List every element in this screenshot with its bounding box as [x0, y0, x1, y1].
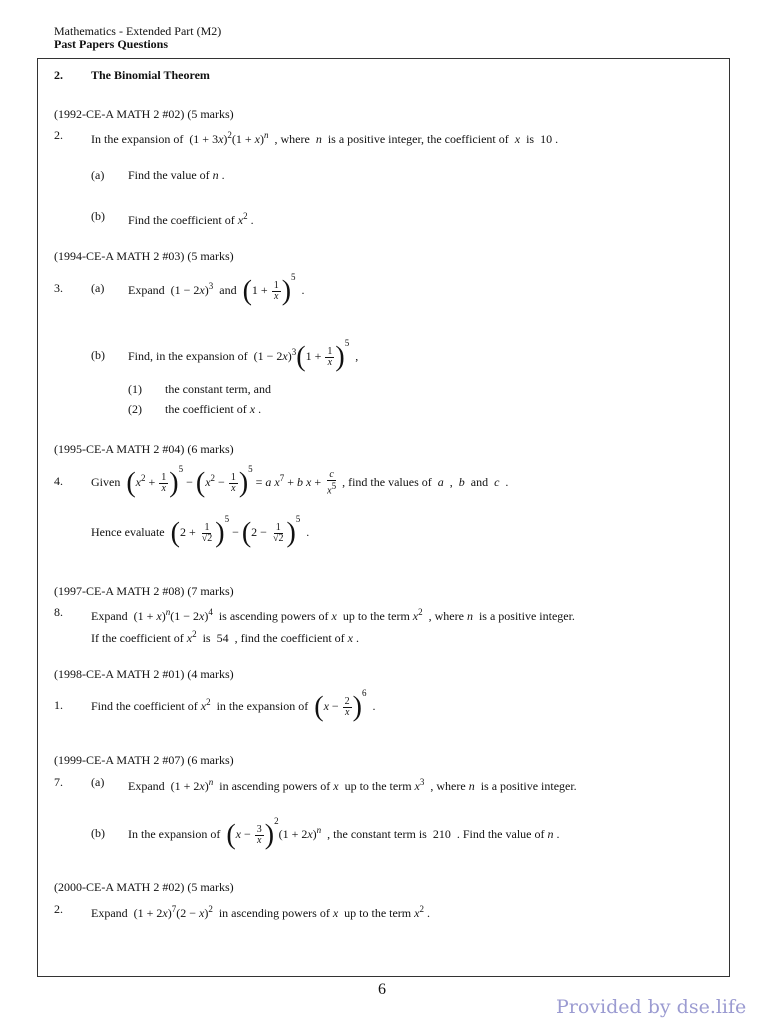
part-label: (b)	[91, 348, 105, 362]
question-stem: Find the coefficient of $x^2$ in the expansion of (x − $\frac{2}{x}$ )$^6$ .	[91, 688, 376, 723]
line-text: is	[202, 631, 211, 645]
stem-text: in ascending powers of	[218, 906, 330, 920]
question-stem: Given ($x^2$ + $\frac{1}{x}$ )$^5 - (x^2$ − $\frac{1}{x}$ )$^5$ = a $x^7 + b$ x + $\frac{c}{x^5}$ , find the values of a , b and c .	[91, 464, 509, 499]
stem-tail: , find the values of	[342, 475, 432, 489]
stem-text: In the expansion of	[91, 132, 184, 146]
stem-text: in the expansion of	[216, 699, 309, 713]
stem-text: Expand	[91, 906, 128, 920]
hence-text: Hence evaluate	[91, 525, 165, 539]
stem-value: 10	[540, 132, 553, 146]
part-text-seg: is a positive integer.	[480, 779, 577, 793]
line-text: Expand	[91, 609, 128, 623]
part-label: (a)	[91, 775, 105, 789]
part-text-seg: , the constant term is	[327, 827, 427, 841]
stem-text: is	[526, 132, 535, 146]
line-text: is ascending powers of	[218, 609, 329, 623]
part-label: (b)	[91, 209, 105, 223]
part-text: Find the value of n .	[128, 168, 225, 182]
line-text: is a positive integer.	[478, 609, 575, 623]
part-text: Find, in the expansion of $(1 - 2x)^3(1$ + $\frac{1}{x}$ )$^5$ ,	[128, 338, 359, 373]
subpart-text: the constant term, and	[165, 382, 271, 396]
page-number: 6	[378, 981, 386, 998]
subpart-text: the coefficient of x .	[165, 402, 262, 416]
part-text-expand: Expand	[128, 283, 165, 297]
part-text: Find the coefficient of $x^2$ .	[128, 211, 254, 227]
watermark-link[interactable]: Provided by dse.life	[556, 996, 747, 1018]
question-number: 2.	[54, 902, 63, 916]
line-text: If the coefficient of	[91, 631, 184, 645]
question-number: 4.	[54, 474, 63, 488]
part-b-text: Find the coefficient of	[128, 213, 235, 227]
question-source: (1992-CE-A MATH 2 #02) (5 marks)	[54, 107, 234, 121]
question-source: (1999-CE-A MATH 2 #07) (6 marks)	[54, 753, 234, 767]
line-text: up to the term	[342, 609, 410, 623]
subpart-label: (1)	[128, 382, 142, 396]
past-papers-subtitle: Past Papers Questions	[54, 37, 168, 51]
question-number: 3.	[54, 281, 63, 295]
subpart-label: (2)	[128, 402, 142, 416]
course-header: Mathematics - Extended Part (M2)	[54, 24, 222, 38]
question-line-2: If the coefficient of $x^2$ is 54 , find the coefficient of x .	[91, 629, 359, 645]
subpart-2-text: the coefficient of	[165, 402, 247, 416]
section-title: The Binomial Theorem	[91, 68, 210, 82]
part-label: (a)	[91, 168, 105, 182]
line-value: 54	[216, 631, 229, 645]
part-value: 210	[432, 827, 451, 841]
question-source: (1998-CE-A MATH 2 #01) (4 marks)	[54, 667, 234, 681]
question-source: (1994-CE-A MATH 2 #03) (5 marks)	[54, 249, 234, 263]
line-text: , find the coefficient of	[234, 631, 345, 645]
question-source: (1995-CE-A MATH 2 #04) (6 marks)	[54, 442, 234, 456]
part-text-seg: in ascending powers of	[219, 779, 331, 793]
part-text: Expand $(1 + 2x)^n$ in ascending powers of x up to the term $x^3$ , where n is a positive integer.	[128, 777, 577, 793]
stem-text: up to the term	[344, 906, 412, 920]
given-text: Given	[91, 475, 121, 489]
part-text: In the expansion of (x − $\frac{3}{x}$ )$^2(1 + 2x)^n$ , the constant term is 210 . Find the value of n .	[128, 816, 560, 851]
question-number: 1.	[54, 698, 63, 712]
question-number: 8.	[54, 605, 63, 619]
question-line-1: Expand $(1 + x)^n(1 - 2x)^4$ is ascending powers of x up to the term $x^2$ , where n is a positive integer.	[91, 607, 575, 623]
part-text-seg: , where	[430, 779, 466, 793]
stem-text: Find the coefficient of	[91, 699, 198, 713]
section-number: 2.	[54, 68, 63, 82]
question-source: (1997-CE-A MATH 2 #08) (7 marks)	[54, 584, 234, 598]
stem-text: , where	[274, 132, 310, 146]
part-a-text: Find the value of	[128, 168, 210, 182]
part-text: Expand $(1 - 2x)^3$ and (1 + $\frac{1}{x}$ )$^5$ .	[128, 272, 305, 307]
part-label: (a)	[91, 281, 105, 295]
part-text-seg: Expand	[128, 779, 165, 793]
question-stem: Expand $(1 + 2x)^7(2 - x)^2$ in ascending powers of x up to the term $x^2$ .	[91, 904, 430, 920]
stem-text: is a positive integer, the coefficient of	[327, 132, 509, 146]
question-stem: In the expansion of $(1 + 3x)^2(1 + x)^n$ , where n is a positive integer, the coefficient of x is 10 .	[91, 130, 559, 146]
stem-and: and	[470, 475, 489, 489]
question-number: 7.	[54, 775, 63, 789]
hence-line: Hence evaluate (2 + $\frac{1}{√2}$ )$^5$ − (2 − $\frac{1}{√2}$ )$^5$ .	[91, 514, 310, 549]
part-join-and: and	[219, 283, 237, 297]
part-label: (b)	[91, 826, 105, 840]
part-text-find: Find, in the expansion of	[128, 349, 248, 363]
question-source: (2000-CE-A MATH 2 #02) (5 marks)	[54, 880, 234, 894]
line-text: , where	[428, 609, 464, 623]
part-text-seg: . Find the value of	[456, 827, 545, 841]
question-number: 2.	[54, 128, 63, 142]
part-text-seg: up to the term	[344, 779, 412, 793]
part-text-seg: In the expansion of	[128, 827, 221, 841]
